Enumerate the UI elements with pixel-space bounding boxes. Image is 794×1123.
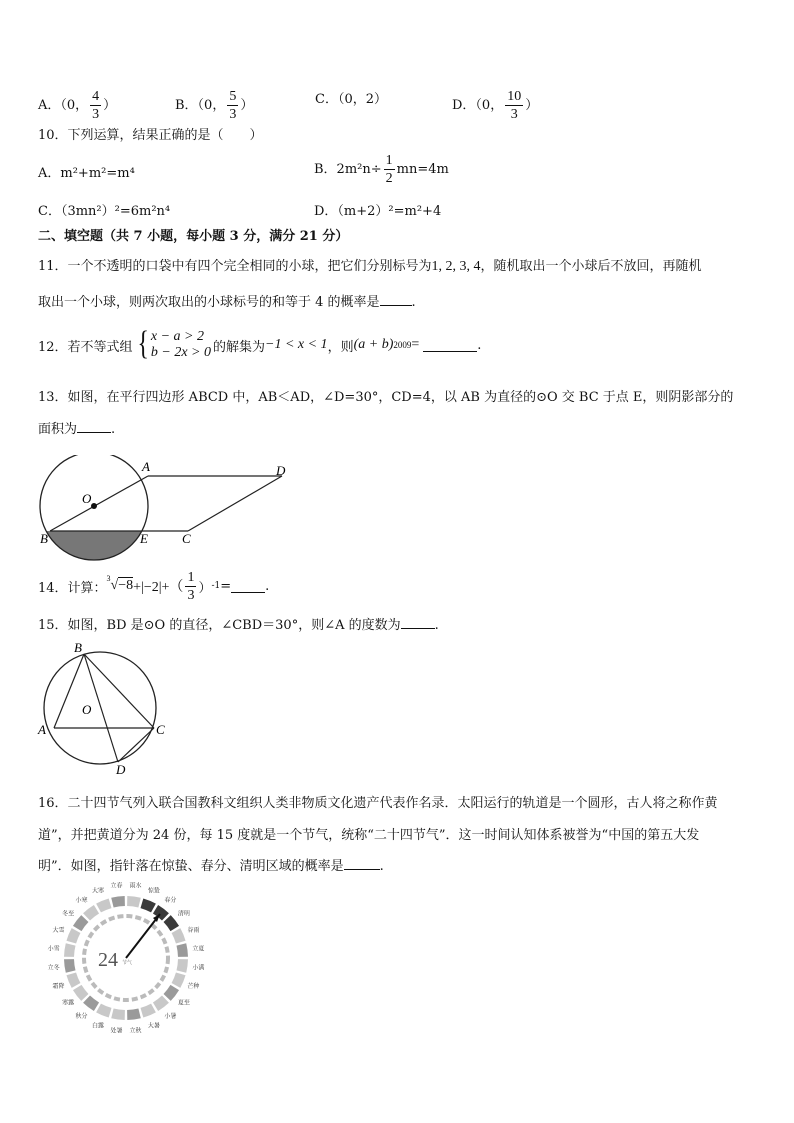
- q12-inequality-system: [135, 325, 211, 362]
- dial-segment: [111, 896, 125, 907]
- q14-prefix: 14．计算：: [38, 580, 107, 596]
- dial-term-label: 小暑: [164, 1013, 177, 1020]
- q12-system-lines: [151, 329, 211, 361]
- q13-label-o: O: [82, 491, 92, 506]
- q9-d-prefix: D．（0，: [452, 98, 504, 113]
- dial-term-label: 芒种: [187, 983, 200, 990]
- q10-option-a: A．m²+m²=m⁴: [38, 166, 135, 181]
- dial-term-label: 小满: [192, 965, 205, 972]
- q10-option-d: D．（m+2）²=m²+4: [314, 204, 442, 219]
- dial-segment: [164, 985, 180, 1001]
- q9-b-num: 5: [229, 89, 237, 104]
- q15-end: .: [434, 618, 439, 633]
- q15-segment-cd: [118, 728, 154, 762]
- dial-segment: [83, 996, 99, 1012]
- dial-term-label: 大寒: [92, 888, 105, 895]
- q15-label-o: O: [82, 702, 92, 717]
- q9-d-suffix: ）: [525, 98, 539, 113]
- q16-line3-text: 明”．如图，指针落在惊蛰、春分、清明区域的概率是: [38, 859, 344, 874]
- q14-exponent: -1: [211, 581, 221, 591]
- q11-answer-blank: [380, 293, 412, 306]
- q10-b-fraction: [384, 152, 395, 187]
- section-title-fill-in: 二、填空题（共 7 小题，每小题 3 分，满分 21 分）: [38, 229, 349, 244]
- q10-option-b: [314, 152, 449, 187]
- dial-segment: [127, 896, 141, 907]
- dial-segment: [66, 973, 80, 988]
- q12-range: −1 < x < 1: [265, 337, 328, 352]
- q14-frac-den: 3: [187, 587, 195, 603]
- dial-term-label: 立秋: [129, 1028, 142, 1035]
- q16-line3: [38, 855, 384, 874]
- q12-prefix: 12．若不等式组: [38, 339, 133, 355]
- q9-option-b: [175, 88, 253, 123]
- q15-circle-o: [44, 652, 156, 764]
- q15-label-d: D: [116, 762, 126, 775]
- dial-term-label: 春分: [164, 898, 177, 905]
- q15-answer-blank: [401, 616, 435, 629]
- dial-term-label: 大暑: [147, 1023, 160, 1030]
- q16-solar-terms-dial: [36, 878, 226, 1040]
- q11-line1: [38, 255, 702, 275]
- q15-label-a: A: [38, 722, 46, 737]
- dial-term-label: 大雪: [52, 928, 65, 935]
- q9-a-fraction: [90, 88, 101, 123]
- dial-segment: [164, 915, 180, 931]
- q12-then: ，则: [327, 339, 354, 355]
- q9-b-prefix: B．（0，: [175, 98, 226, 113]
- q9-b-fraction: [227, 88, 238, 123]
- q9-options: [38, 84, 758, 122]
- q13-segment-cd: [188, 476, 282, 531]
- q15-segment-bc: [84, 654, 154, 728]
- dial-segment: [141, 1004, 156, 1018]
- dial-term-label: 白露: [92, 1023, 105, 1030]
- q14-end: .: [265, 578, 270, 594]
- dial-term-label: 小雪: [47, 946, 60, 953]
- dial-term-label: 冬至: [62, 911, 75, 918]
- dial-segment: [83, 905, 99, 921]
- q14-close: ）: [198, 580, 212, 596]
- q16-answer-blank: [344, 857, 380, 870]
- dial-segment: [127, 1008, 141, 1019]
- q9-b-suffix: ）: [240, 98, 254, 113]
- dial-segment: [111, 1008, 125, 1019]
- q13-line1: 13．如图，在平行四边形 ABCD 中，AB＜AD，∠D=30°，CD=4，以 AB 为直径的⊙O 交 BC 于点 E，则阴影部分的: [38, 390, 734, 405]
- q13-center-dot: [91, 503, 97, 509]
- q15-label-b: B: [74, 640, 82, 655]
- q13-label-d: D: [276, 463, 286, 478]
- dial-term-label: 秋分: [75, 1013, 88, 1020]
- q10-b-den: 2: [385, 171, 393, 186]
- q12-expr: (a + b): [353, 337, 394, 352]
- dial-segment: [96, 898, 111, 912]
- dial-segment: [141, 898, 156, 912]
- dial-segment: [96, 1004, 111, 1018]
- q9-d-den: 3: [510, 107, 518, 122]
- q11-end: .: [411, 295, 416, 310]
- q13-line2: [38, 418, 115, 437]
- dial-term-label: 立春: [110, 883, 123, 890]
- dial-term-label: 寒露: [62, 1000, 75, 1007]
- q13-answer-blank: [77, 420, 111, 433]
- q11-numbers: 1, 2, 3, 4: [431, 259, 481, 274]
- dial-segment: [176, 959, 187, 973]
- q12-eq1: x − a > 2: [150, 329, 204, 344]
- dial-term-label: 惊蛰: [147, 888, 160, 895]
- dial-segment: [73, 915, 89, 931]
- q15-label-c: C: [156, 722, 165, 737]
- q10-stem: 10．下列运算，结果正确的是（ ）: [38, 128, 263, 143]
- q13-segment-ab: [50, 476, 148, 531]
- q14-line: [38, 570, 269, 602]
- q16-center-caption: 节气: [122, 961, 133, 966]
- dial-segment: [153, 996, 169, 1012]
- q13-end: .: [111, 422, 116, 437]
- dial-segment: [176, 943, 187, 957]
- q9-option-c: C．（0，2）: [315, 92, 387, 107]
- dial-term-label: 夏至: [177, 1000, 190, 1007]
- q9-d-num: 10: [507, 89, 522, 104]
- q14-abs-part: +|−2|+（: [133, 580, 184, 595]
- dial-segment: [172, 973, 186, 988]
- q16-center-number: 24: [98, 949, 118, 971]
- q11-line1-a: 11．一个不透明的口袋中有四个完全相同的小球，把它们分别标号为: [38, 259, 432, 274]
- q14-equals: =: [220, 578, 232, 594]
- q15-line: [38, 614, 439, 633]
- q12-line: [38, 326, 481, 364]
- dial-term-label: 雨水: [129, 883, 142, 890]
- q16-line2: 道”，并把黄道分为 24 份，每 15 度就是一个节气，统称“二十四节气”．这一时间认知体系被誉为“中国的第五大发: [38, 828, 700, 843]
- q14-root-index: 3: [106, 574, 111, 583]
- q10-b-prefix: B．2m²n÷: [314, 162, 382, 177]
- q13-label-c: C: [182, 531, 191, 546]
- q14-radicand: −8: [118, 578, 134, 593]
- q10-b-num: 1: [385, 153, 393, 168]
- q9-b-den: 3: [229, 107, 237, 122]
- q9-option-d: [452, 88, 538, 123]
- q14-frac-num: 1: [187, 569, 195, 585]
- dial-term-label: 清明: [177, 911, 190, 918]
- q11-line2-text: 取出一个小球，则两次取出的小球标号的和等于 4 的概率是: [38, 295, 380, 310]
- dial-segment: [66, 928, 80, 943]
- q9-option-a: [38, 88, 116, 123]
- q12-mid: 的解集为: [212, 339, 265, 355]
- q10-b-suffix: mn=4m: [396, 162, 449, 177]
- q10-option-c: C．（3mn²）²=6m²n⁴: [38, 204, 171, 219]
- q12-exponent: 2009: [393, 340, 412, 350]
- q14-answer-blank: [231, 580, 265, 593]
- dial-segment: [64, 959, 75, 973]
- dial-term-label: 小寒: [75, 898, 88, 905]
- q16-line1: 16．二十四节气列入联合国教科文组织人类非物质文化遗产代表作名录．太阳运行的轨道是一个圆形，古人将之称作黄: [38, 796, 718, 811]
- q12-end: .: [477, 337, 482, 353]
- q15-figure: [34, 640, 174, 775]
- dial-term-label: 立冬: [47, 965, 60, 972]
- q15-segment-ab: [54, 654, 84, 728]
- q13-figure: [36, 455, 296, 565]
- q13-line2-text: 面积为: [38, 422, 78, 437]
- q15-text: 15．如图，BD 是⊙O 的直径，∠CBD＝30°，则∠A 的度数为: [38, 618, 401, 633]
- q11-line2: [38, 291, 416, 310]
- dial-term-label: 谷雨: [187, 928, 200, 935]
- q13-label-a: A: [142, 459, 150, 474]
- dial-term-label: 霜降: [52, 983, 65, 990]
- dial-term-label: 立夏: [192, 946, 205, 953]
- q13-label-e: E: [140, 531, 148, 546]
- q9-a-num: 4: [92, 89, 100, 104]
- q13-label-b: B: [40, 531, 48, 546]
- q12-equals: =: [411, 337, 420, 352]
- q9-a-den: 3: [92, 107, 100, 122]
- q14-cube-root: [106, 574, 134, 594]
- q9-a-suffix: ）: [103, 98, 117, 113]
- dial-segment: [64, 943, 75, 957]
- q9-d-fraction: [505, 88, 523, 123]
- q12-brace: {: [136, 325, 149, 362]
- q9-a-prefix: A．（0，: [38, 98, 89, 113]
- q14-radical-sign: √: [110, 578, 119, 593]
- q12-eq2: b − 2x > 0: [150, 345, 211, 360]
- q11-line1-b: ，随机取出一个小球后不放回，再随机: [480, 259, 702, 274]
- dial-segment: [172, 928, 186, 943]
- q12-answer-blank: [423, 339, 477, 352]
- q16-end: .: [379, 859, 384, 874]
- q16-pointer-needle: [126, 914, 160, 958]
- dial-segment: [73, 985, 89, 1001]
- q14-fraction: [185, 569, 196, 604]
- dial-term-label: 处暑: [110, 1028, 123, 1035]
